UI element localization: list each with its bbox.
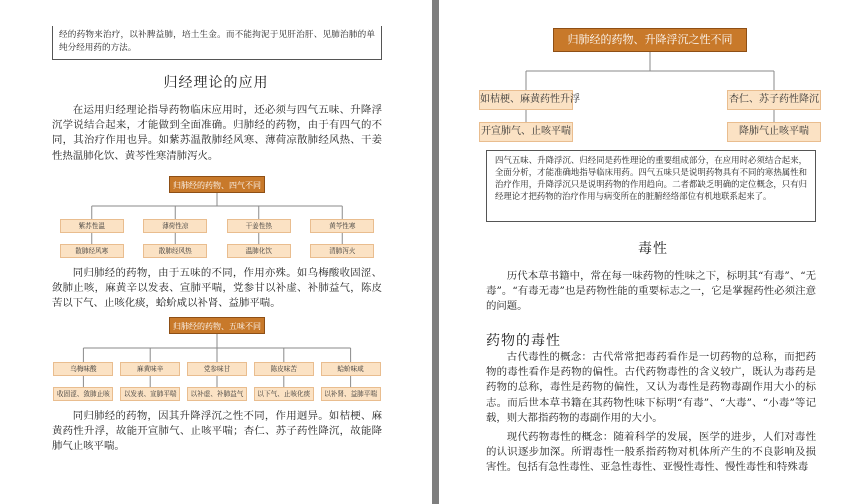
paragraph-toxicity-intro: 历代本草书籍中，常在每一味药物的性味之下，标明其“有毒”、“无毒”。“有毒无毒”也是药物性能的重要标志之一，它是掌握药性必须注意的问题。 (486, 270, 816, 313)
chart-node-effect: 以发表、宣肺平喘 (120, 387, 180, 401)
chart-node-property: 如桔梗、麻黄药性升浮 (479, 90, 573, 110)
continued-text-box: 经的药物来治疗，以补脾益肺，培土生金。而不能拘泥于见肝治肝、见肺治肺的单纯分经用药的方法。 (52, 26, 382, 60)
chart-floating-sinking (482, 28, 818, 144)
chart-node-effect: 以补肾、益肺平喘 (321, 387, 381, 401)
chart-node-property: 紫苏性温 (60, 219, 124, 233)
chart-node-effect: 清肺泻火 (310, 244, 374, 258)
section-heading-drug-toxicity: 药物的毒性 (486, 333, 561, 349)
page-divider (432, 0, 439, 504)
chart-node-property: 干姜性热 (227, 219, 291, 233)
chart-node-effect: 温肺化饮 (227, 244, 291, 258)
chart-node-property: 党参味甘 (187, 362, 247, 376)
section-heading-toxicity: 毒性 (638, 241, 668, 257)
chart-title: 归肺经的药物、五味不同 (169, 317, 265, 334)
chart-four-qi (50, 176, 384, 262)
chart-node-effect: 散肺经风寒 (60, 244, 124, 258)
chart-node-effect: 散肺经风热 (143, 244, 207, 258)
left-page (0, 0, 432, 504)
chart-node-property: 蛤蚧味咸 (321, 362, 381, 376)
chart-node-property: 黄芩性寒 (310, 219, 374, 233)
chart-node-effect: 开宣肺气、止咳平喘 (479, 122, 573, 142)
paragraph-five-flavors: 同归肺经的药物，由于五味的不同，作用亦殊。如乌梅酸收固涩、敛肺止咳，麻黄辛以发表、宣肺平喘，党参甘以补虚、补肺益气，陈皮苦以下气、止咳化痰，蛤蚧咸以补肾、益肺平喘。 (52, 267, 382, 310)
chart-five-flavors (50, 317, 384, 405)
paragraph-floating-sinking: 同归肺经的药物，因其升降浮沉之性不同，作用迥异。如桔梗、麻黄药性升浮，故能开宣肺气、止咳平喘；杏仁、苏子药性降沉，故能降肺气止咳平喘。 (52, 410, 382, 453)
chart-node-property: 陈皮味苦 (254, 362, 314, 376)
paragraph-four-qi: 在运用归经理论指导药物临床应用时，还必须与四气五味、升降浮沉学说结合起来，才能做到全面准确。归肺经的药物，由于有四气的不同，其治疗作用也异。如紫苏温散肺经风寒、薄荷凉散肺经风热、干姜性热温肺化饮、黄芩性寒清肺泻火。 (52, 104, 382, 162)
chart-title: 归肺经的药物、四气不同 (169, 176, 265, 193)
chart-node-effect: 以下气、止咳化痰 (254, 387, 314, 401)
chart-title: 归肺经的药物、升降浮沉之性不同 (553, 28, 747, 52)
summary-box: 四气五味、升降浮沉、归经同是药性理论的重要组成部分，在应用时必须结合起来，全面分析，才能准确地指导临床用药。四气五味只是说明药物具有不同的寒热属性和治疗作用，升降浮沉只是说明药物的作用趋向。二者都缺乏明确的定位概念，只有归经理论才把药物的治疗作用与病变所在的脏腑经络部位有机地联系起来了。 (486, 150, 816, 222)
chart-node-property: 杏仁、苏子药性降沉 (727, 90, 821, 110)
paragraph-ancient-toxicity: 古代毒性的概念：古代常常把毒药看作是一切药物的总称，而把药物的毒性看作是药物的偏性。古代药物毒性的含义较广，既认为毒药是药物的总称，毒性是药物的偏性，又认为毒性是药物毒副作用大小的标志。而后世本草书籍在其药物性味下标明“有毒”、“大毒”、“小毒”等记载，则大都指药物的毒副作用的大小。 (486, 351, 816, 424)
section-heading-application: 归经理论的应用 (163, 75, 269, 91)
chart-node-property: 薄荷性凉 (143, 219, 207, 233)
paragraph-modern-toxicity: 现代药物毒性的概念：随着科学的发展，医学的进步，人们对毒性的认识逐步加深。所谓毒性一般系指药物对机体所产生的不良影响及损害性。包括有急性毒性、亚急性毒性、亚慢性毒性、慢性毒性和特殊毒 (486, 431, 816, 474)
chart-node-effect: 降肺气止咳平喘 (727, 122, 821, 142)
right-page (439, 0, 867, 504)
chart-node-effect: 以补虚、补肺益气 (187, 387, 247, 401)
chart-node-property: 乌梅味酸 (53, 362, 113, 376)
chart-node-effect: 收固涩、敛肺止咳 (53, 387, 113, 401)
chart-node-property: 麻黄味辛 (120, 362, 180, 376)
